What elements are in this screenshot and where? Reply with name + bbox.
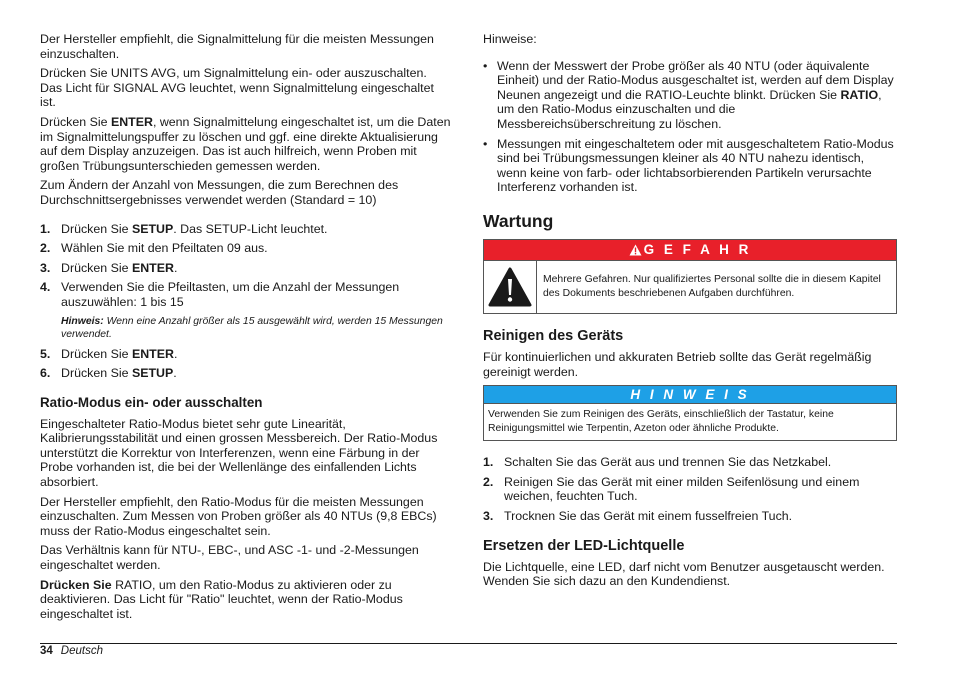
danger-warning-icon — [484, 261, 537, 313]
right-column — [483, 32, 897, 594]
list-item: 2. Reinigen Sie das Gerät mit einer milden Seifenlösung und einem weichen, feuchten Tuch. — [483, 474, 860, 504]
list-item: 3. Drücken Sie ENTER. — [40, 260, 178, 275]
paragraph-signal-recommend: Der Hersteller empfiehlt, die Signalmittelung für die meisten Messungen einzuschalten. — [40, 32, 434, 61]
list-item: 6. Drücken Sie SETUP. — [40, 366, 177, 381]
list-item: • Messungen mit eingeschaltetem oder mit ausgeschaltetem Ratio-Modus sind bei Trübungsmessungen kleiner als 40 NTU nahezu identisch, wenn keine von farb- oder lichtabsorbierenden Partikeln verursachte Interferenz vorhanden ist. — [483, 136, 894, 195]
list-item: 1. Drücken Sie SETUP. Das SETUP-Licht leuchtet. — [40, 221, 328, 236]
paragraph-ratio-press: Drücken Sie RATIO, um den Ratio-Modus zu aktivieren oder zu deaktivieren. Das Licht für "Ratio" leuchtet, wenn der Ratio-Modus eingeschaltet ist. — [40, 577, 403, 621]
heading-wartung: Wartung — [483, 210, 554, 231]
paragraph-change-count: Zum Ändern der Anzahl von Messungen, die zum Berechnen des Durchschnittsergebnisses verwendet werden (Standard = 10) — [40, 178, 399, 207]
danger-box — [483, 239, 897, 314]
note-hinweis: Hinweis: Wenn eine Anzahl größer als 15 ausgewählt wird, werden 15 Messungen verwendet. — [61, 315, 443, 340]
steps-list-1 — [40, 222, 452, 310]
footer-language: Deutsch — [60, 645, 103, 657]
hint-box — [483, 385, 897, 441]
paragraph-ratio-linearity: Eingeschalteter Ratio-Modus bietet sehr gute Linearität, Kalibrierungsstabilität und einen grossen Messbereich. Der Ratio-Modus unterstützt die Korrektur von Interferenzen, wenn eine Färbung in der Probe vorhanden ist, die bei der Wellenlänge des einfallenden Lichts absorbiert. — [40, 416, 438, 490]
danger-text: Mehrere Gefahren. Nur qualifiziertes Personal sollte die in diesem Kapitel des Dokuments beschriebenen Aufgaben durchführen. — [543, 274, 881, 299]
paragraph-led: Die Lichtquelle, eine LED, darf nicht vom Benutzer ausgetauscht werden. Wenden Sie sich dazu an den Kundendienst. — [483, 559, 885, 589]
left-column — [40, 32, 452, 626]
list-item: 1. Schalten Sie das Gerät aus und trennen Sie das Netzkabel. — [483, 455, 832, 470]
list-item: 5. Drücken Sie ENTER. — [40, 346, 178, 361]
warning-triangle-icon — [629, 242, 642, 262]
list-item: 3. Trocknen Sie das Gerät mit einem fusselfreien Tuch. — [483, 508, 793, 523]
page-number: 34 — [40, 645, 53, 657]
steps-list-2 — [40, 347, 452, 381]
page-footer — [40, 644, 103, 658]
paragraph-units-avg: Drücken Sie UNITS AVG, um Signalmittelung ein- oder auszuschalten. Das Licht für SIGNAL AVG leuchtet, wenn Signalmittelung eingeschaltet ist. — [40, 66, 434, 110]
heading-ratio-mode: Ratio-Modus ein- oder ausschalten — [40, 394, 263, 410]
paragraph-ratio-recommend: Der Hersteller empfiehlt, den Ratio-Modus für die meisten Messungen einzuschalten. Zum Messen von Proben größer als 40 NTUs (9,8 EBCs) muss der Ratio-Modus eingeschaltet sein. — [40, 494, 437, 538]
paragraph-ratio-units: Das Verhältnis kann für NTU-, EBC-, und ASC -1- und -2-Messungen eingeschaltet werden. — [40, 543, 419, 573]
list-item: 2. Wählen Sie mit den Pfeiltaten 09 aus. — [40, 241, 268, 256]
list-item: 4. Verwenden Sie die Pfeiltasten, um die Anzahl der Messungen auszuwählen: 1 bis 15 — [40, 280, 400, 309]
heading-reinigen: Reinigen des Geräts — [483, 327, 624, 344]
notes-bullets — [483, 59, 897, 195]
heading-led: Ersetzen der LED-Lichtquelle — [483, 537, 685, 554]
paragraph-reinigen: Für kontinuierlichen und akkuraten Betrieb sollte das Gerät regelmäßig gereinigt werden. — [483, 349, 872, 379]
danger-header: G E F A H R — [484, 240, 896, 261]
footer-divider — [40, 643, 897, 644]
paragraph-enter-clear: Drücken Sie ENTER, wenn Signalmittelung eingeschaltet ist, um die Daten im Signalmittelungspuffer zu löschen und ggf. eine direkte Aktualisierung auf dem Display anzuzeigen. Das ist auch hilfreich, wenn Proben mit großen Trübungsunterschieden gemessen werden. — [40, 114, 451, 173]
hint-header: H I N W E I S — [484, 386, 896, 404]
list-item: • Wenn der Messwert der Probe größer als 40 NTU (oder äquivalente Einheit) und der Ratio-Modus ausgeschaltet ist, werden auf dem Display Neunen angezeigt und die RATIO-Leuchte blinkt. Drücken Sie RATIO, um den Ratio-Modus einzuschalten und die Messbereichsüberschreitung zu löschen. — [483, 58, 894, 131]
hinweise-label: Hinweise: — [483, 32, 537, 46]
cleaning-steps — [483, 455, 897, 523]
hint-text: Verwenden Sie zum Reinigen des Geräts, einschließlich der Tastatur, keine Reinigungsmittel wie Terpentin, Azeton oder ähnliche Produkte. — [488, 409, 834, 434]
